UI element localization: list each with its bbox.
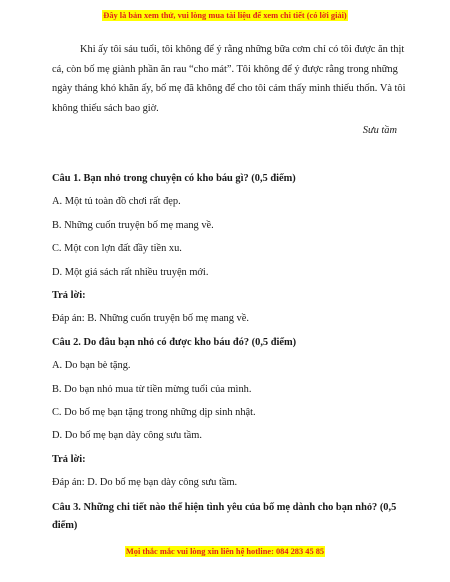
question-2-option-a: A. Do bạn bè tặng. [52,360,131,372]
preview-notice-text: Đây là bản xem thử, vui lòng mua tài liệu để xem chi tiết (có lời giải) [103,11,347,20]
question-2-option-d: D. Do bố mẹ bạn dày công sưu tầm. [52,430,202,442]
question-1-option-c: C. Một con lợn đất đầy tiền xu. [52,243,182,255]
question-1-option-b: B. Những cuốn truyện bố mẹ mang về. [52,219,214,231]
question-1-answer: Đáp án: B. Những cuốn truyện bố mẹ mang về. [52,313,249,325]
preview-notice-banner [0,11,450,20]
question-2-option-b: B. Do bạn nhỏ mua từ tiền mừng tuổi của mình. [52,383,252,395]
question-1-title: Câu 1. Bạn nhỏ trong chuyện có kho báu gì? (0,5 điểm) [52,173,296,184]
question-3 [52,499,410,535]
question-1-option-d: D. Một giá sách rất nhiều truyện mới. [52,266,209,278]
question-1 [52,172,410,325]
passage-paragraph: Khi ấy tôi sáu tuổi, tôi không để ý rằng những bữa cơm chỉ có tôi được ăn thịt cá, còn bố mẹ giành phần ăn rau “cho mát”. Tôi không để ý được rằng trong những ngày tháng khó khăn ấy, bố mẹ đã không để cho tôi cảm thấy mình thiếu thốn. Và tôi không thiếu sách bao giờ. [52,44,406,114]
passage-source: Sưu tầm [362,125,397,136]
hotline-banner [0,547,450,556]
question-2-answer-label: Trả lời: [52,453,86,465]
question-3-title: Câu 3. Những chi tiết nào thể hiện tình yêu của bố mẹ dành cho bạn nhỏ? (0,5 điểm) [52,502,397,532]
question-1-answer-label: Trả lời: [52,289,86,301]
question-2 [52,336,410,489]
question-2-title: Câu 2. Do đâu bạn nhỏ có được kho báu đó? (0,5 điểm) [52,336,297,348]
question-2-option-c: C. Do bố mẹ bạn tặng trong những dịp sinh nhật. [52,406,256,418]
question-2-answer: Đáp án: D. Do bố mẹ bạn dày công sưu tầm. [52,477,238,489]
reading-passage [52,40,408,118]
question-1-option-a: A. Một tủ toàn đồ chơi rất đẹp. [52,196,181,208]
question-section [52,172,410,535]
hotline-text: Mọi thắc mắc vui lòng xin liên hệ hotline: 084 283 45 85 [125,547,325,556]
